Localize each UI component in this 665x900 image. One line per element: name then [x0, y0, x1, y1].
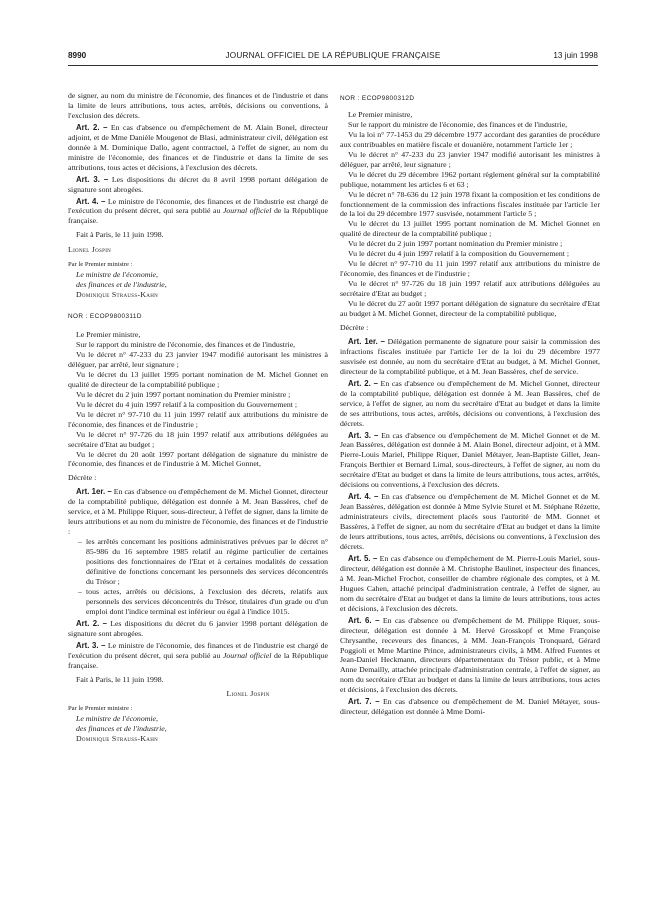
- article-text: de la République française.: [68, 206, 329, 226]
- page-header: [68, 49, 598, 63]
- signature-prime-minister: Lionel Jospin: [68, 245, 112, 255]
- article-label: Art. 3. –: [76, 174, 109, 184]
- issue-date: 13 juin 1998: [553, 51, 598, 60]
- article-text: En cas d'absence ou d'empêchement de M. Michel Gonnet, directeur de la comptabilité publique, délégation est donnée à M. Jean Bassères, chef de service, à l'effet de signer, au nom du secrétaire d'Etat au budget et dans la limite de ses attributions, tous actes, arrêtés, décisions ou conventions, à l'exclusion des décrets.: [340, 378, 600, 428]
- visa: Vu le décret n° 97-726 du 18 juin 1997 relatif aux attributions déléguées au secrétaire d'Etat au budget ;: [340, 279, 600, 299]
- minister-name: Dominique Strauss-Kahn: [76, 290, 159, 300]
- article-label: Art. 1er. –: [348, 336, 385, 346]
- visa: Vu le décret n° 97-726 du 18 juin 1997 relatif aux attributions déléguées au secrétaire d'Etat au budget ;: [68, 429, 328, 449]
- visa: Vu le décret n° 47-233 du 23 janvier 1947 modifié autorisant les ministres à déléguer, par arrêté, leur signature ;: [340, 149, 600, 169]
- article-text: En cas d'absence ou d'empêchement de M. Michel Gonnet et de M. Jean Bassères, délégation est donnée à Mme Sylvie Sturel et M. Stéphane Rézette, administrateurs civils, directement placés sous l'autorité de MM. Gonnet et Bassères, à l'effet de signer, au nom du secrétaire d'Etat au budget et dans la limite de leurs attributions, tous actes, arrêtés, décisions ou conventions, à l'exclusion des décrets.: [340, 492, 600, 551]
- article-text: Délégation permanente de signature pour saisir la commission des infractions fiscales instituée par l'article 1er de la loi du 29 décembre 1977 susvisée est donnée, au nom du secrétaire d'Etat au budget, à M. Michel Gonnet, directeur de la comptabilité publique, et à M. Jean Bassères, chef de service.: [340, 336, 600, 376]
- minister-title-line-2: des finances et de l'industrie,: [76, 280, 167, 290]
- article-label: Art. 4. –: [348, 492, 379, 502]
- visa: Vu le décret du 20 août 1997 portant délégation de signature du ministre de l'économie, des finances et de l'industrie à M. Michel Gonnet,: [68, 449, 328, 469]
- journal-officiel-italic: Journal officiel: [222, 206, 272, 216]
- report-line: Sur le rapport du ministre de l'économie, des finances et de l'industrie,: [348, 119, 568, 129]
- article-label: Art. 4. –: [76, 196, 106, 206]
- nor-reference: NOR : ECOP9800311D: [68, 313, 142, 321]
- decrete-heading: Décrète :: [68, 473, 97, 483]
- visa: Vu la loi n° 77-1453 du 29 décembre 1977 accordant des garanties de procédure aux contribuables en matière fiscale et douanière, notamment l'article 1er ;: [340, 129, 600, 149]
- visa: Vu le décret du 29 décembre 1962 portant règlement général sur la comptabilité publique, notamment les articles 6 et 63 ;: [340, 169, 600, 189]
- article-2: [340, 379, 600, 429]
- par-le-premier-ministre: Par le Premier ministre :: [68, 705, 133, 713]
- article-5: [340, 554, 600, 614]
- list-item: – les arrêtés concernant les positions administratives prévues par le décret n° 85-986 du 16 septembre 1985 relatif au régime particulier de certaines positions des fonctionnaires de l'Etat et à certaines modalités de cessation définitive de fonctions concernant les personnels des services déconcentrés du Trésor ;: [78, 537, 328, 587]
- list-item: – tous actes, arrêtés ou décisions, à l'exclusion des décrets, relatifs aux personnels des services déconcentrés du Trésor, titulaires d'un grade ou d'un emploi dont l'indice terminal est inférieur ou égal à l'indice 1015.: [78, 587, 328, 617]
- article-label: Art. 2. –: [76, 122, 108, 132]
- article-text: En cas d'absence ou d'empêchement de M. Daniel Métayer, sous-directeur, délégation est donnée à Mme Domi-: [340, 697, 600, 717]
- article-6: [340, 616, 600, 696]
- visa: Vu le décret du 13 juillet 1995 portant nomination de M. Michel Gonnet en qualité de directeur de la comptabilité publique ;: [340, 219, 600, 239]
- article-text: En cas d'absence ou d'empêchement de M. Alain Bonel, directeur adjoint, et de Mme Danièle Mougenot de Blasi, administrateur civil, délégation est donnée à M. Dominique Dallo, agent contractuel, à l'effet de signer, au nom du ministre de l'économie, des finances et de l'industrie et dans la limite de ses attributions, tous actes et décisions, à l'exclusion des décrets.: [68, 122, 328, 172]
- article-3: [68, 641, 328, 671]
- intro: Le Premier ministre,: [76, 330, 141, 340]
- journal-officiel-italic: Journal officiel: [222, 650, 272, 660]
- right-column: [340, 94, 600, 717]
- minister-name: Dominique Strauss-Kahn: [76, 734, 159, 744]
- article-label: Art. 1er. –: [76, 487, 112, 497]
- article-text: Le ministre de l'économie, des finances et de l'industrie est chargé de l'exécution du présent décret, qui sera publié au: [68, 196, 328, 216]
- article-1-list: [68, 537, 328, 617]
- visa: Vu le décret du 27 août 1997 portant délégation de signature du secrétaire d'Etat au budget à M. Michel Gonnet, directeur de la comptabilité publique,: [340, 299, 600, 319]
- article-3: [68, 175, 328, 195]
- intro: Le Premier ministre,: [348, 109, 413, 119]
- visa: Vu le décret n° 78-636 du 12 juin 1978 fixant la composition et les conditions de fonctionnement de la commission des infractions fiscales instituée par l'article 1er de la loi du 29 décembre 1977 susvisée, notamment l'article 5 ;: [340, 189, 600, 219]
- minister-title-line-1: Le ministre de l'économie,: [76, 714, 158, 724]
- article-7: [340, 697, 600, 717]
- article-text: En cas d'absence ou d'empêchement de M. Pierre-Louis Mariel, sous-directeur, délégation est donnée à M. Christophe Baulinet, inspecteur des finances, à M. Jean-Michel Frochot, conseiller de chambre régionale des comptes, et à M. Hugues Cahen, attaché principal d'administration centrale, à l'effet de signer, au nom du secrétaire d'Etat au budget et dans la limite de leurs attributions, tous actes et décisions, à l'exclusion des décrets.: [340, 553, 600, 613]
- article-label: Art. 3. –: [76, 640, 106, 650]
- article-text: Les dispositions du décret du 6 janvier 1998 portant délégation de signature sont abrogées.: [68, 618, 328, 638]
- article-label: Art. 5. –: [348, 553, 378, 563]
- article-1: [68, 487, 328, 537]
- done-at-paris: Fait à Paris, le 11 juin 1998.: [76, 230, 164, 240]
- visa: Vu le décret n° 97-710 du 11 juin 1997 relatif aux attributions du ministre de l'économie, des finances et de l'industrie ;: [340, 259, 600, 279]
- done-at-paris: Fait à Paris, le 11 juin 1998.: [76, 674, 164, 684]
- article-1: [340, 337, 600, 377]
- article-text: En cas d'absence ou d'empêchement de M. Philippe Riquer, sous-directeur, délégation est donnée à M. Hervé Grosskopf et Mme Françoise Chrysanthe, receveurs des finances, à MM. Jean-François Tronquard, Gérard Poggioli et Mme Martine Prince, administrateurs civils, à MM. Alfred Fuentes et Jean-Daniel Heckmann, directeurs départementaux du Trésor public, et à Mme Anne Demailly, attachée principale d'administration centrale, à l'effet de signer, au nom du secrétaire d'Etat au budget et dans la limite de leurs attributions, tous actes et décisions, à l'exclusion des décrets.: [340, 615, 600, 695]
- article-text: En cas d'absence ou d'empêchement de M. Michel Gonnet et de M. Jean Bassères, délégation est donnée à M. Alain Bonel, directeur adjoint, et à MM. Pierre-Louis Mariel, Philippe Riquer, Daniel Métayer, Jean-Baptiste Gillet, Jean-François Berthier et Bernard Limal, sous-directeurs, à l'effet de signer, au nom du secrétaire d'Etat au budget et dans la limite de leurs attributions, tous actes, arrêtés, décisions ou conventions, à l'exclusion des décrets.: [340, 430, 600, 490]
- visa: Vu le décret du 4 juin 1997 relatif à la composition du Gouvernement ;: [348, 249, 570, 259]
- article-4: [68, 197, 328, 227]
- visa: Vu le décret du 4 juin 1997 relatif à la composition du Gouvernement ;: [76, 399, 298, 409]
- par-le-premier-ministre: Par le Premier ministre :: [68, 261, 133, 269]
- visa: Vu le décret du 2 juin 1997 portant nomination du Premier ministre ;: [348, 239, 563, 249]
- minister-title-line-2: des finances et de l'industrie,: [76, 724, 167, 734]
- article-label: Art. 2. –: [76, 618, 108, 628]
- article-label: Art. 6. –: [348, 615, 380, 625]
- article-label: Art. 2. –: [348, 378, 378, 388]
- article-label: Art. 3. –: [348, 430, 379, 440]
- signature-prime-minister: Lionel Jospin: [226, 689, 270, 699]
- left-column: [68, 91, 328, 744]
- visa: Vu le décret du 13 juillet 1995 portant nomination de M. Michel Gonnet en qualité de directeur de la comptabilité publique ;: [68, 369, 328, 389]
- article-text: Le ministre de l'économie, des finances et de l'industrie est chargé de l'exécution du présent décret, qui sera publié au: [68, 640, 328, 660]
- article-label: Art. 7. –: [348, 697, 380, 707]
- continued-paragraph: de signer, au nom du ministre de l'économie, des finances et de l'industrie et dans la limite de leurs attributions, tous actes, arrêtés, décisions ou conventions, à l'exclusion des décrets.: [68, 91, 328, 120]
- header-rule: [68, 65, 598, 66]
- visa: Vu le décret n° 47-233 du 23 janvier 1947 modifié autorisant les ministres à déléguer, par arrêté, leur signature ;: [68, 349, 328, 369]
- article-text: Les dispositions du décret du 8 avril 1998 portant délégation de signature sont abrogées.: [68, 174, 328, 194]
- article-2: [68, 123, 328, 173]
- decrete-heading: Décrète :: [340, 322, 369, 332]
- article-4: [340, 492, 600, 552]
- article-2: [68, 619, 328, 639]
- page-number: 8990: [68, 51, 87, 60]
- report-line: Sur le rapport du ministre de l'économie, des finances et de l'industrie,: [76, 340, 296, 350]
- nor-reference: NOR : ECOP9800312D: [340, 95, 415, 102]
- minister-title-line-1: Le ministre de l'économie,: [76, 270, 158, 280]
- visa: Vu le décret du 2 juin 1997 portant nomination du Premier ministre ;: [76, 389, 291, 399]
- article-text: de la République française.: [68, 650, 329, 670]
- article-text: En cas d'absence ou d'empêchement de M. Michel Gonnet, directeur de la comptabilité publique, délégation est donnée à M. Jean Bassères, chef de service, et à M. Philippe Riquer, sous-directeur, à l'effet de signer, dans la limite de leurs attributions et au nom du ministre de l'économie, des finances et de l'industrie :: [68, 487, 328, 537]
- journal-title: JOURNAL OFFICIEL DE LA RÉPUBLIQUE FRANÇAISE: [225, 51, 441, 60]
- article-3: [340, 431, 600, 491]
- visa: Vu le décret n° 97-710 du 11 juin 1997 relatif aux attributions du ministre de l'économie, des finances et de l'industrie ;: [68, 409, 328, 429]
